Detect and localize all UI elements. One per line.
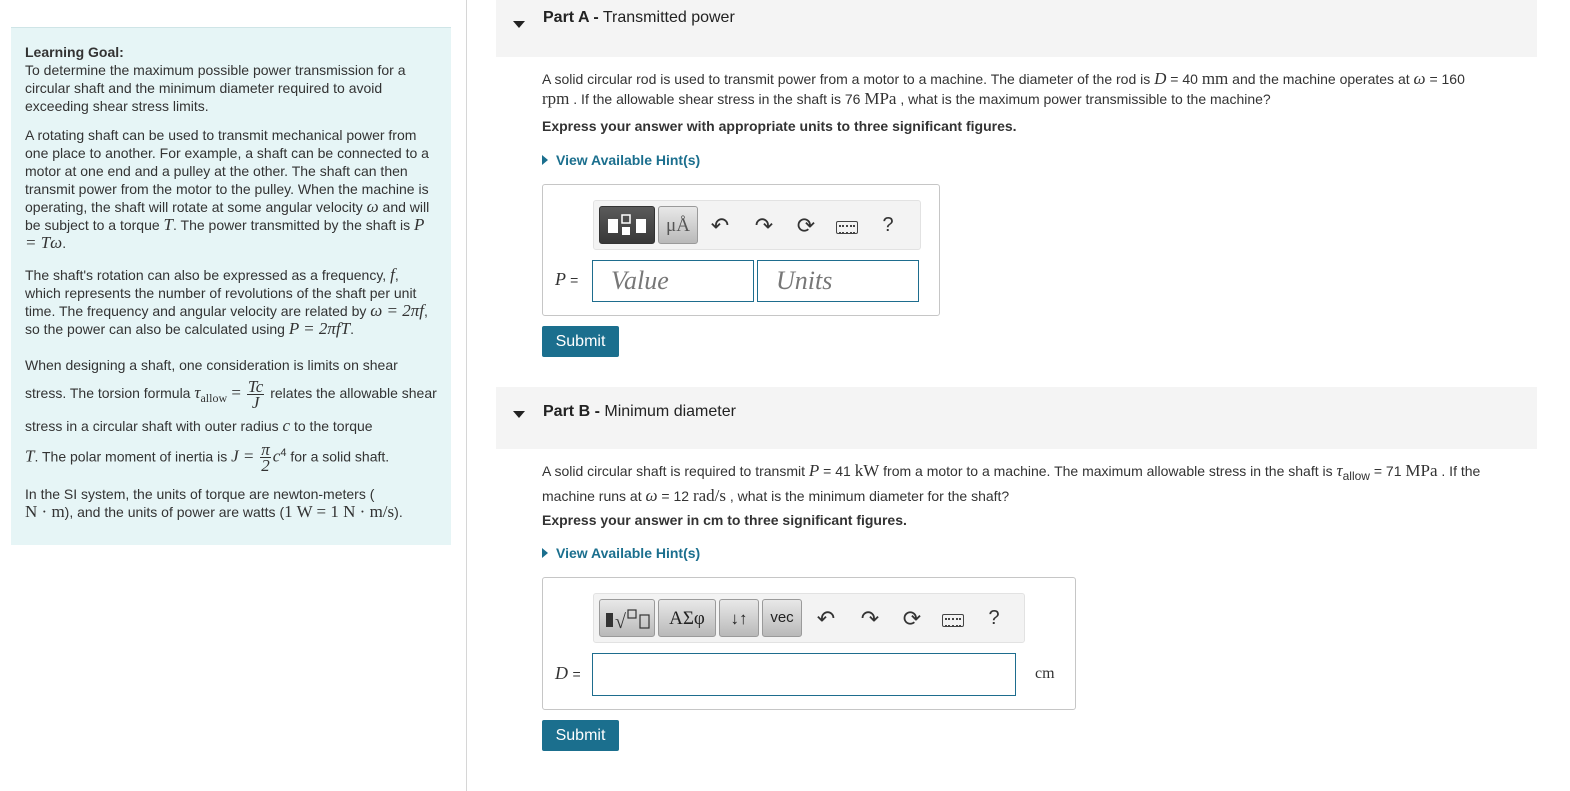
keyboard-icon[interactable] [942,614,964,627]
cm-unit-label: cm [1035,665,1055,682]
templates-icon [600,207,654,243]
help-icon[interactable]: ? [988,607,1000,629]
learning-goal-text: To determine the maximum possible power transmission for a circular shaft and the minimum diameter required to avoid exceeding shear stress limits. [25,62,406,114]
expand-triangle-icon [542,548,548,558]
collapse-caret-icon[interactable] [513,411,525,418]
greek-button[interactable]: ΑΣφ [658,599,716,637]
frequency-paragraph: The shaft's rotation can also be expressed as a frequency, f, which represents the number of revolutions of the shaft per unit time. The frequency and angular velocity are related by ω = 2πf, so the power can also be calculated using P = 2πfT. [25,265,428,338]
power-formula: P = Tω [25,215,425,252]
undo-icon[interactable]: ↶ [816,606,836,631]
polar-moment-fraction: $\frac{\pi}{2}$ [261,440,270,476]
templates-sqrt-button[interactable] [599,599,655,637]
help-icon[interactable]: ? [882,214,894,236]
svg-text:√: √ [615,611,626,633]
column-divider [466,0,467,791]
part-b-header[interactable] [496,387,1537,449]
expand-triangle-icon [542,155,548,165]
diameter-input[interactable] [592,653,1016,696]
units-icon: μÅ [666,215,690,236]
vec-button[interactable]: vec [762,599,802,637]
part-b-hint-link[interactable]: View Available Hint(s) [542,545,700,561]
reset-icon[interactable]: ⟳ [902,606,922,631]
units-input[interactable] [757,260,919,302]
part-b-question: A solid circular shaft is required to transmit P = 41 kW from a motor to a machine. The maximum allowable stress in the shaft is $\tau_{allow} = 71$ MPa . If the machine runs at ω = 12 rad/s , what is the minimum diameter for the shaft? [542,461,1481,505]
sqrt-icon [600,600,654,636]
part-a-instruction: Express your answer with appropriate units to three significant figures. [542,118,1017,134]
redo-icon[interactable]: ↷ [860,606,880,631]
units-button[interactable] [658,206,698,244]
si-units-paragraph: In the SI system, the units of torque are newton-meters ( N · m), and the units of power are watts (1 W = 1 N · m/s). [25,486,403,522]
value-input[interactable] [592,260,754,302]
part-b-submit-button[interactable]: Submit [542,720,619,751]
part-b-toolbar [593,593,1025,643]
collapse-caret-icon[interactable] [513,21,525,28]
shear-paragraph: When designing a shaft, one consideration is limits on shear stress. The torsion formula $\tau_{allow}$ = $\frac{Tc}{J}$ relates the allowable shear stress in a circular shaft with outer radius c to the torque T. The polar moment of inertia is J = $\frac{\pi}{2}$ $c^4$ for a solid shaft. [25,357,437,476]
learning-goal-title: Learning Goal: [25,44,124,60]
templates-button[interactable] [599,206,655,244]
part-b-variable: D = [555,663,581,683]
undo-icon[interactable]: ↶ [710,213,730,238]
reset-icon[interactable]: ⟳ [796,213,816,238]
keyboard-icon[interactable] [836,221,858,234]
part-a-variable: P = [555,269,579,289]
part-a-title: Part A - Transmitted power [543,9,735,26]
arrows-button[interactable]: ↓↑ [719,599,759,637]
part-a-header[interactable] [496,0,1537,57]
intro-paragraph: A rotating shaft can be used to transmit mechanical power from one place to another. For example, a shaft can be connected to a motor at one end and a pulley at the other. The shaft can then transmit power from the motor to the pulley. When the machine is operating, the shaft will rotate at some angular velocity ω and will be subject to a torque T. The power transmitted by the shaft is P = Tω. [25,127,430,252]
part-b-title: Part B - Minimum diameter [543,403,736,420]
part-b-answer-box [542,577,1076,710]
part-b-instruction: Express your answer in cm to three significant figures. [542,512,907,528]
part-a-toolbar [593,200,921,250]
torsion-fraction: $\frac{Tc}{J}$ [247,377,264,412]
learning-goal-panel [11,27,451,545]
part-a-answer-box [542,184,940,316]
part-a-question: A solid circular rod is used to transmit power from a motor to a machine. The diameter of the rod is D = 40 mm and the machine operates at ω = 160 rpm . If the allowable shear stress in the shaft is 76 MPa , what is the maximum power transmissible to the machine? [542,69,1465,108]
part-a-submit-button[interactable]: Submit [542,326,619,357]
redo-icon[interactable]: ↷ [754,213,774,238]
part-a-hint-link[interactable]: View Available Hint(s) [542,152,700,168]
